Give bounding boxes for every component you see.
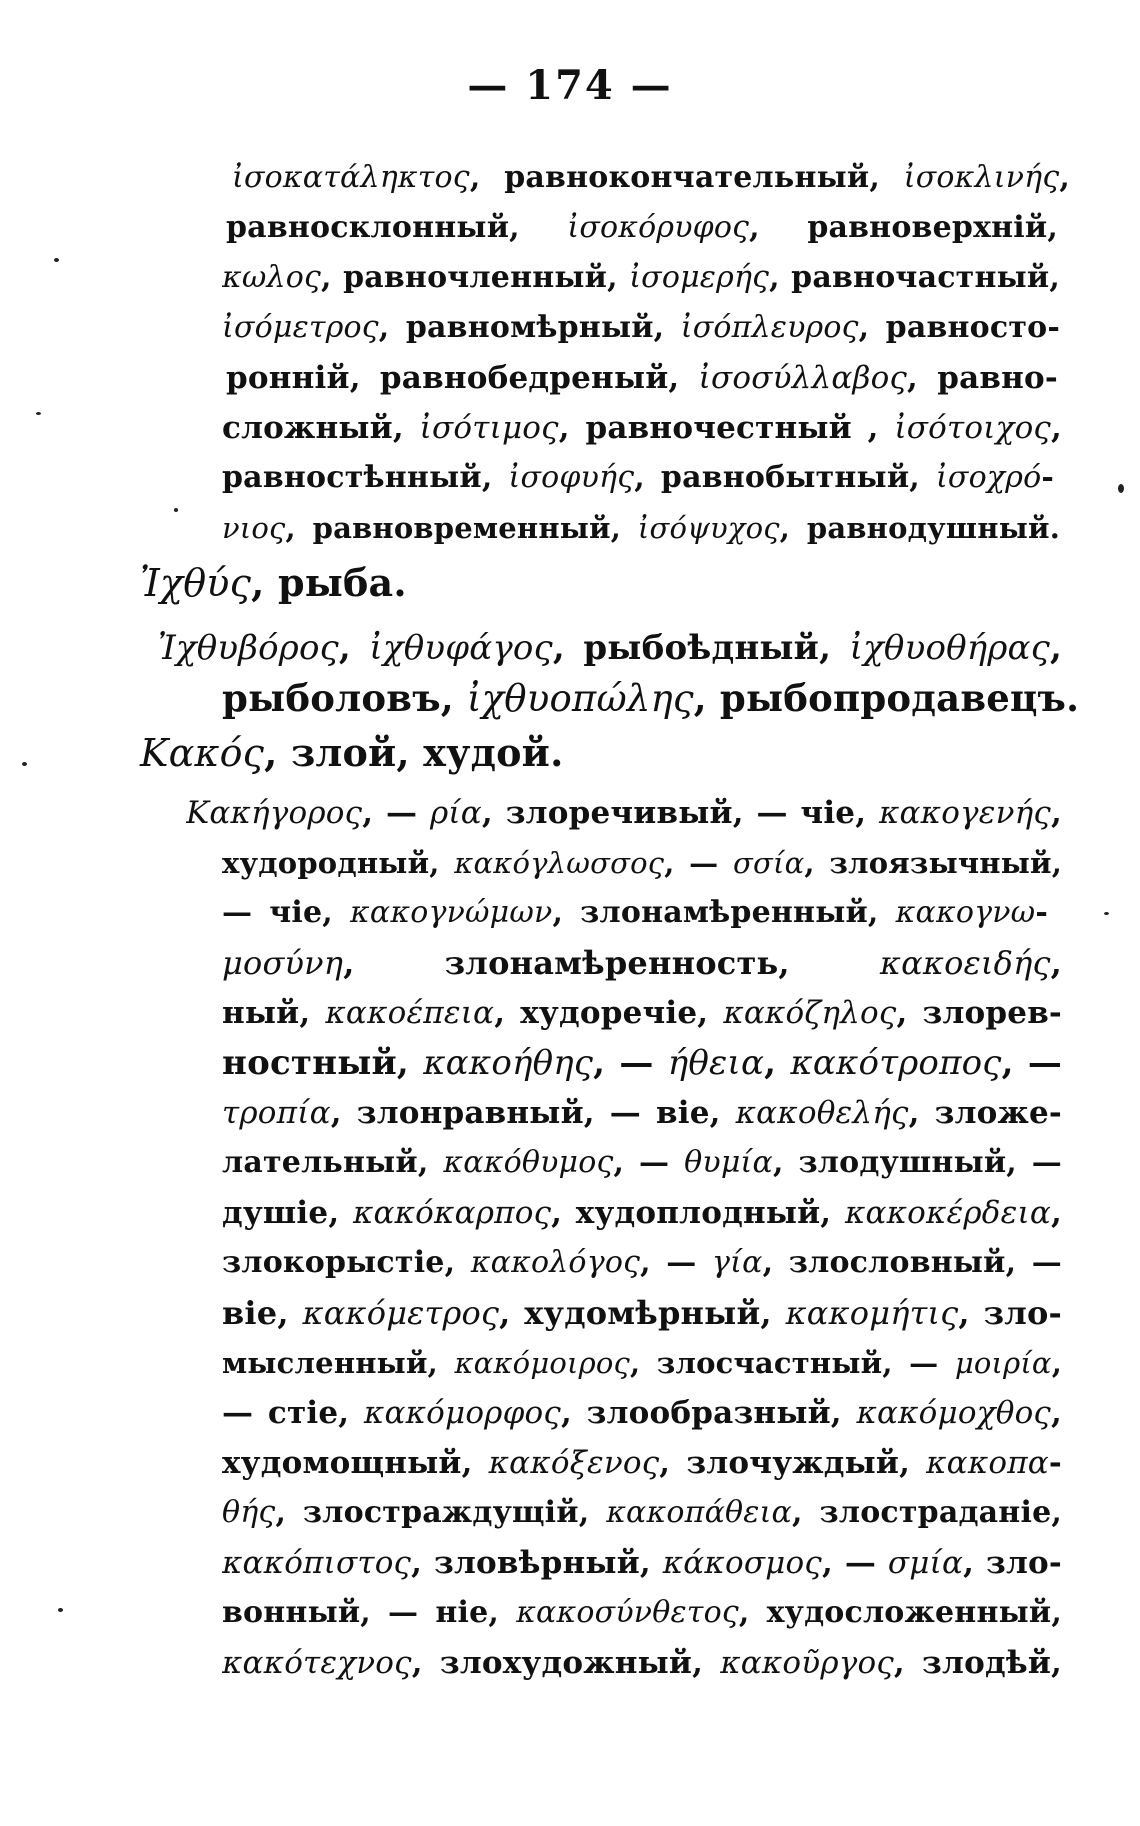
- page-number: — 174 —: [467, 62, 673, 109]
- text-line: — стіе, κακόμορφος, злообразный, κακόμοχθος,: [222, 1395, 1062, 1431]
- text-line: νιος, равновременный, ἰσόψυχος, равнодушный.: [222, 511, 1060, 545]
- text-line: ἰσοκατάληκτος, равнокончательный, ἰσοκλινής,: [232, 160, 1070, 195]
- text-line: τροπία, злонравный, — віе, κακοθελής, зложе-: [222, 1095, 1062, 1131]
- text-line: Ἰχθύς, рыба.: [140, 560, 407, 605]
- text-line: ностный, κακοήθης, — ήθεια, κακότροπος, —: [222, 1043, 1062, 1083]
- text-line: злокорыстіе, κακολόγος, — γία, злословный, —: [222, 1245, 1062, 1280]
- text-line: вонный, — ніе, κακοσύνθετος, худосложенный,: [222, 1595, 1062, 1630]
- text-line: κακότεχνος, злохудожный, κακοῦργος, злодѣй,: [222, 1645, 1062, 1681]
- text-line: лательный, κακόθυμος, — θυμία, злодушный, —: [222, 1145, 1062, 1180]
- text-line: — чіе, κακογνώμων, злонамѣренный, κακογνω-: [222, 895, 1048, 930]
- text-line: сложный, ἰσότιμος, равночестный , ἰσότοιχος,: [222, 410, 1062, 446]
- text-line: Κακός, злой, худой.: [140, 730, 564, 775]
- text-line: душіе, κακόκαρπος, худоплодный, κακοκέρδεια,: [222, 1195, 1062, 1231]
- scan-speck: [36, 412, 41, 415]
- text-line: κακόπιστος, зловѣрный, κάκοσμος, — σμία, зло-: [222, 1545, 1062, 1581]
- text-line: худомощный, κακόξενος, злочуждый, κακοπα-: [222, 1445, 1062, 1481]
- text-line: мысленный, κακόμοιρος, злосчастный, — μοιρία,: [222, 1346, 1062, 1380]
- text-line: віе, κακόμετρος, худомѣрный, κακομήτις, зло-: [222, 1294, 1062, 1332]
- scan-speck: [1118, 484, 1124, 493]
- text-line: ронній, равнобедреный, ἰσοσύλλαβος, равно-: [226, 360, 1058, 396]
- text-line: равностѣнный, ἰσοφυής, равнобытный, ἰσοχρό-: [222, 460, 1054, 495]
- text-line: Κακήγορος, — ρία, злоречивый, — чіе, κακογενής,: [186, 795, 1062, 831]
- text-line: рыболовъ, ἰχθυοπώλης, рыбопродавецъ.: [222, 676, 1080, 720]
- text-line: ный, κακοέπεια, худоречіе, κακόζηλος, злорев-: [222, 995, 1062, 1031]
- text-line: θής, злостраждущій, κακοπάθεια, злостраданіе,: [222, 1495, 1062, 1530]
- scan-speck: [1104, 912, 1109, 915]
- text-line: μοσύνη, злонамѣренность, κακοειδής,: [222, 944, 1062, 982]
- text-line: ἰσόμετρος, равномѣрный, ἰσόπλευρος, равносто-: [222, 310, 1060, 345]
- scan-speck: [22, 762, 27, 766]
- scan-speck: [58, 1608, 63, 1612]
- text-line: κωλος, равночленный, ἰσομερής, равночастный,: [222, 260, 1060, 295]
- text-line: худородный, κακόγλωσσος, — σσία, злоязычный,: [222, 846, 1062, 880]
- text-line: Ἰχθυβόρος, ἰχθυφάγος, рыбоѣдный, ἰχθυοθήρας,: [158, 628, 1062, 668]
- scan-speck: [174, 508, 178, 512]
- scan-speck: [54, 258, 59, 262]
- text-line: равносклонный, ἰσοκόρυφος, равноверхній,: [226, 210, 1058, 245]
